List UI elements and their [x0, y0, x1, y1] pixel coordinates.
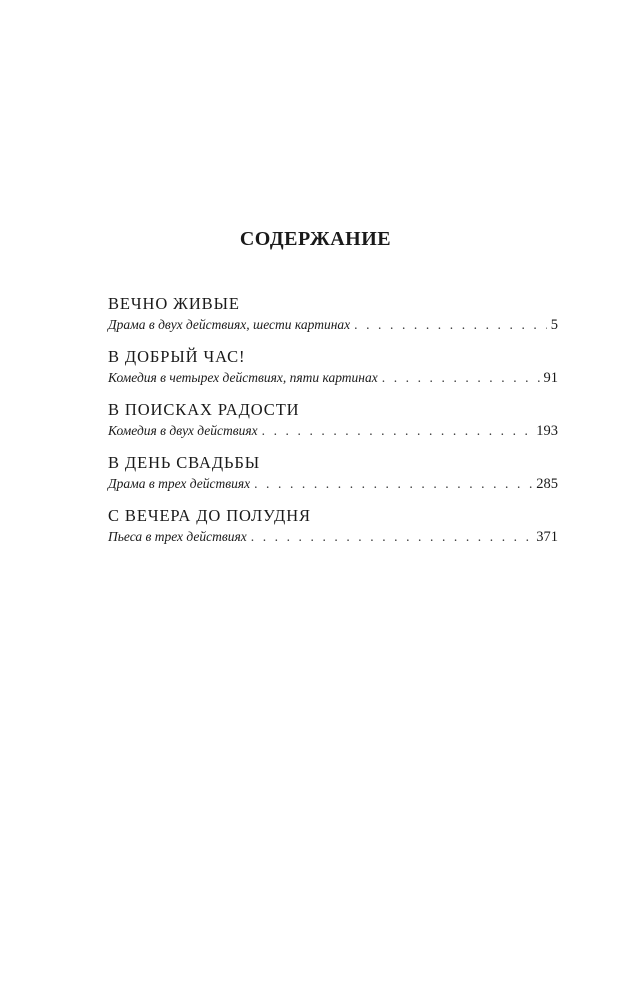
toc-entry[interactable]	[108, 399, 558, 452]
entry-line	[108, 315, 558, 335]
entry-page-number: 371	[536, 529, 558, 545]
entry-line	[108, 421, 558, 441]
toc-entry[interactable]	[108, 293, 558, 346]
entry-page-number: 91	[543, 370, 558, 386]
dot-leader	[354, 315, 547, 335]
toc-entry[interactable]	[108, 452, 558, 505]
entry-subtitle: Пьеса в трех действиях	[108, 529, 247, 544]
entry-line	[108, 368, 558, 388]
entry-subtitle: Комедия в двух действиях	[108, 423, 258, 438]
toc-entry[interactable]	[108, 346, 558, 399]
entry-title: ВЕЧНО ЖИВЫЕ	[108, 294, 240, 313]
dot-leader	[382, 368, 540, 388]
entry-title: В ПОИСКАХ РАДОСТИ	[108, 400, 300, 419]
entry-subtitle: Комедия в четырех действиях, пяти картинах	[108, 370, 378, 385]
entry-title: С ВЕЧЕРА ДО ПОЛУДНЯ	[108, 506, 311, 525]
entry-page-number: 5	[550, 317, 558, 333]
toc-list	[108, 293, 558, 558]
entry-title: В ДОБРЫЙ ЧАС!	[108, 347, 246, 366]
entry-page-number: 285	[536, 476, 558, 492]
entry-title: В ДЕНЬ СВАДЬБЫ	[108, 453, 261, 472]
toc-heading: СОДЕРЖАНИЕ	[239, 228, 392, 250]
toc-entry[interactable]	[108, 505, 558, 558]
dot-leader	[262, 421, 533, 441]
entry-line	[108, 474, 558, 494]
dot-leader	[254, 474, 532, 494]
dot-leader	[251, 527, 533, 547]
entry-subtitle: Драма в двух действиях, шести картинах	[108, 317, 351, 332]
entry-line	[108, 527, 558, 547]
entry-page-number: 193	[536, 423, 558, 439]
entry-subtitle: Драма в трех действиях	[108, 476, 251, 491]
